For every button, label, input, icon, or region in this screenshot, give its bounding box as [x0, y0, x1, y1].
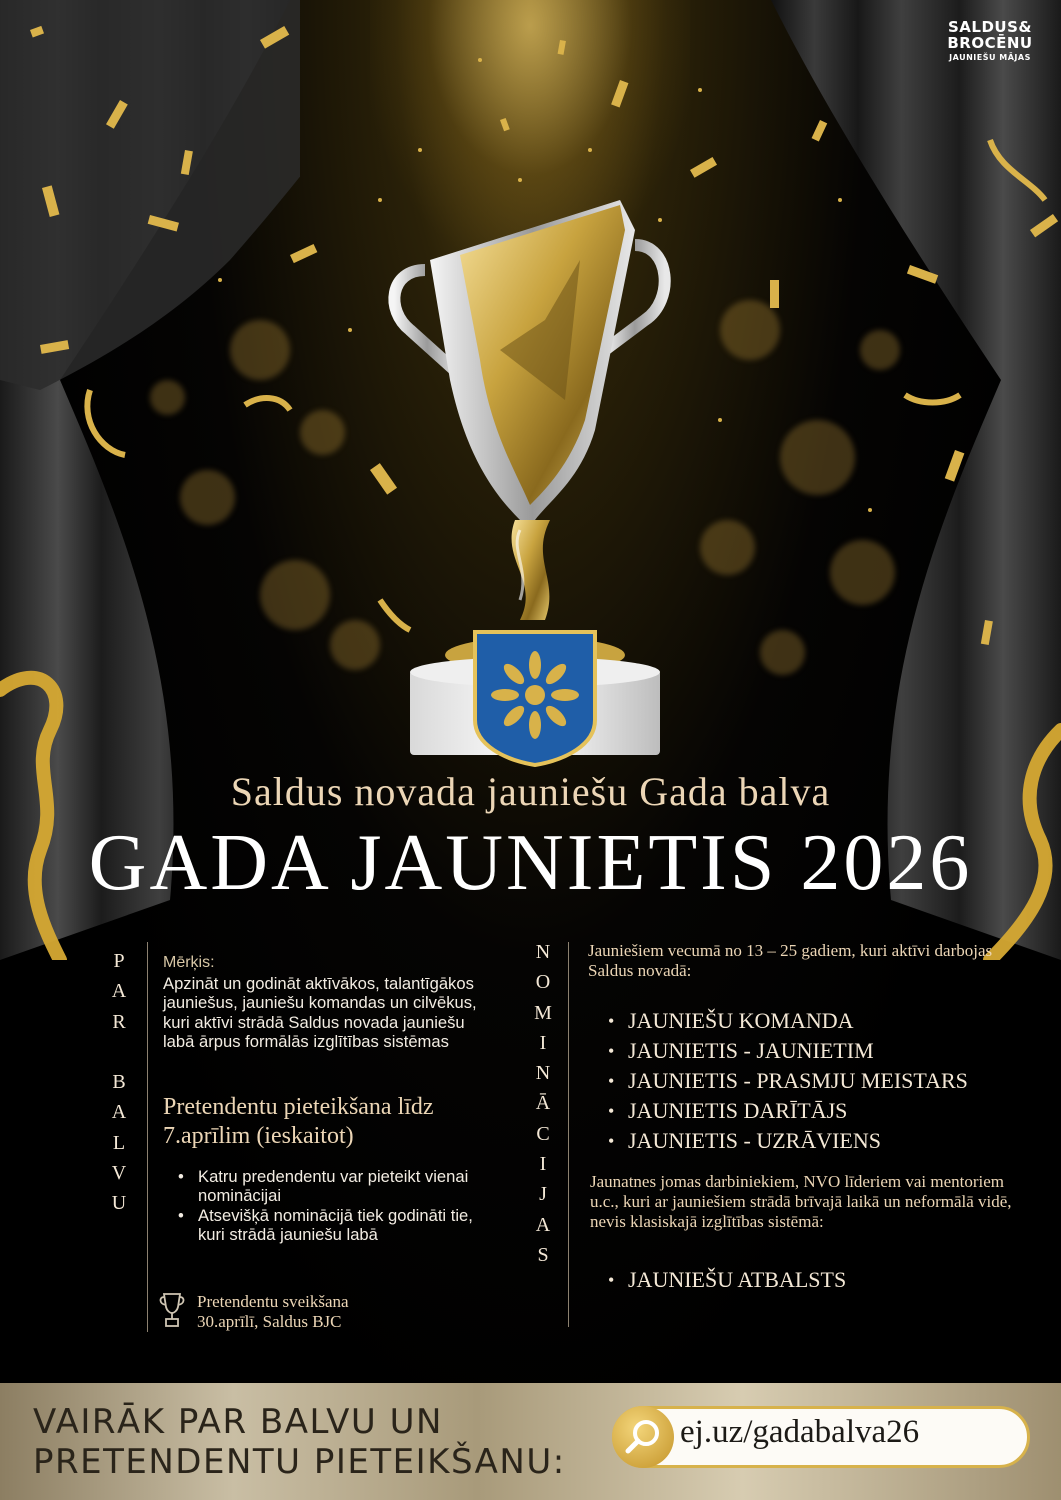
footer-text: [33, 1402, 566, 1482]
par-balvu-vertical-label: [104, 946, 134, 1219]
vertical-letter: I: [539, 1153, 547, 1176]
vertical-letter: A: [535, 1213, 551, 1236]
vertical-letter: I: [539, 1031, 547, 1054]
list-item: • JAUNIEŠU KOMANDA: [608, 1006, 1028, 1036]
vertical-letter: L: [112, 1131, 126, 1154]
list-item: • JAUNIETIS - UZRĀVIENS: [608, 1126, 1028, 1156]
vertical-letter: A: [111, 980, 127, 1003]
trophy-illustration: [370, 200, 690, 770]
vertical-letter: Ā: [535, 1092, 551, 1115]
vertical-letter: P: [113, 950, 125, 972]
list-item: • JAUNIETIS - PRASMJU MEISTARS: [608, 1066, 1028, 1096]
logo-line-2: BROCĒNU: [947, 33, 1033, 52]
footer-line-1: VAIRĀK PAR BALVU UN: [33, 1402, 443, 1442]
logo-line-3: JAUNIEŠU MĀJAS: [949, 52, 1031, 62]
goal-heading: Mērķis:: [163, 954, 215, 971]
vertical-letter: B: [112, 1071, 126, 1094]
workers-nominations-intro: Jaunatnes jomas darbiniekiem, NVO līderiem vai mentoriem u.c., kuri ar jauniešiem strādā brīvajā laikā un neformālā vidē, nevis klasiskajā izglītības sistēmā:: [590, 1172, 1012, 1231]
list-item: • JAUNIEŠU ATBALSTS: [608, 1265, 1028, 1295]
youth-nominations-list: [608, 1006, 1028, 1156]
ceremony-line-1: Pretendentu sveikšana: [197, 1292, 349, 1311]
vertical-letter: C: [536, 1122, 550, 1145]
vertical-letter: S: [537, 1243, 549, 1266]
footer-line-2: PRETENDENTU PIETEIKŠANU:: [33, 1442, 566, 1482]
application-deadline-heading: Pretendentu pieteikšana līdz 7.aprīlim (ieskaitot): [163, 1094, 434, 1149]
link-text[interactable]: ej.uz/gadabalva26: [680, 1414, 920, 1450]
nominacijas-vertical-label: [528, 937, 558, 1270]
vertical-letter: N: [535, 1062, 551, 1085]
search-icon[interactable]: [612, 1406, 674, 1468]
organization-logo: [940, 20, 1040, 62]
vertical-letter: N: [535, 941, 551, 963]
divider-left: [147, 942, 148, 1332]
vertical-letter: V: [111, 1162, 127, 1185]
ceremony-info: [197, 1292, 349, 1332]
vertical-letter: A: [111, 1101, 127, 1124]
list-item: • Katru predendentu var pieteikt vienai nominācijai: [178, 1167, 478, 1205]
list-item: • JAUNIETIS DARĪTĀJS: [608, 1096, 1028, 1126]
ceremony-line-2: 30.aprīlī, Saldus BJC: [197, 1312, 342, 1331]
vertical-letter: R: [112, 1010, 126, 1033]
list-item: • Atsevišķā nominācijā tiek godināti tie, kuri strādā jauniešu labā: [178, 1206, 478, 1244]
divider-right: [568, 942, 569, 1327]
logo-line-1: SALDUS&: [948, 18, 1032, 36]
page-title: GADA JAUNIETIS 2026: [88, 819, 973, 907]
vertical-letter: [104, 1037, 134, 1067]
vertical-letter: J: [539, 1183, 547, 1206]
rules-list: [178, 1167, 478, 1245]
vertical-letter: U: [111, 1192, 127, 1215]
list-item: • JAUNIETIS - JAUNIETIM: [608, 1036, 1028, 1066]
goal-text: Apzināt un godināt aktīvākos, talantīgākos jauniešus, jauniešu komandas un cilvēkus, kuri aktīvi strādā Saldus novada jauniešu labā ārpus formālās izglītības sistēmas: [163, 974, 477, 1051]
trophy-icon: [157, 1291, 187, 1329]
vertical-letter: O: [535, 971, 551, 994]
event-subtitle: Saldus novada jauniešu Gada balva: [230, 769, 831, 814]
workers-nominations-list: [608, 1265, 1028, 1295]
youth-nominations-intro: Jauniešiem vecumā no 13 – 25 gadiem, kuri aktīvi darbojas Saldus novadā:: [588, 941, 993, 980]
vertical-letter: M: [534, 1001, 552, 1024]
